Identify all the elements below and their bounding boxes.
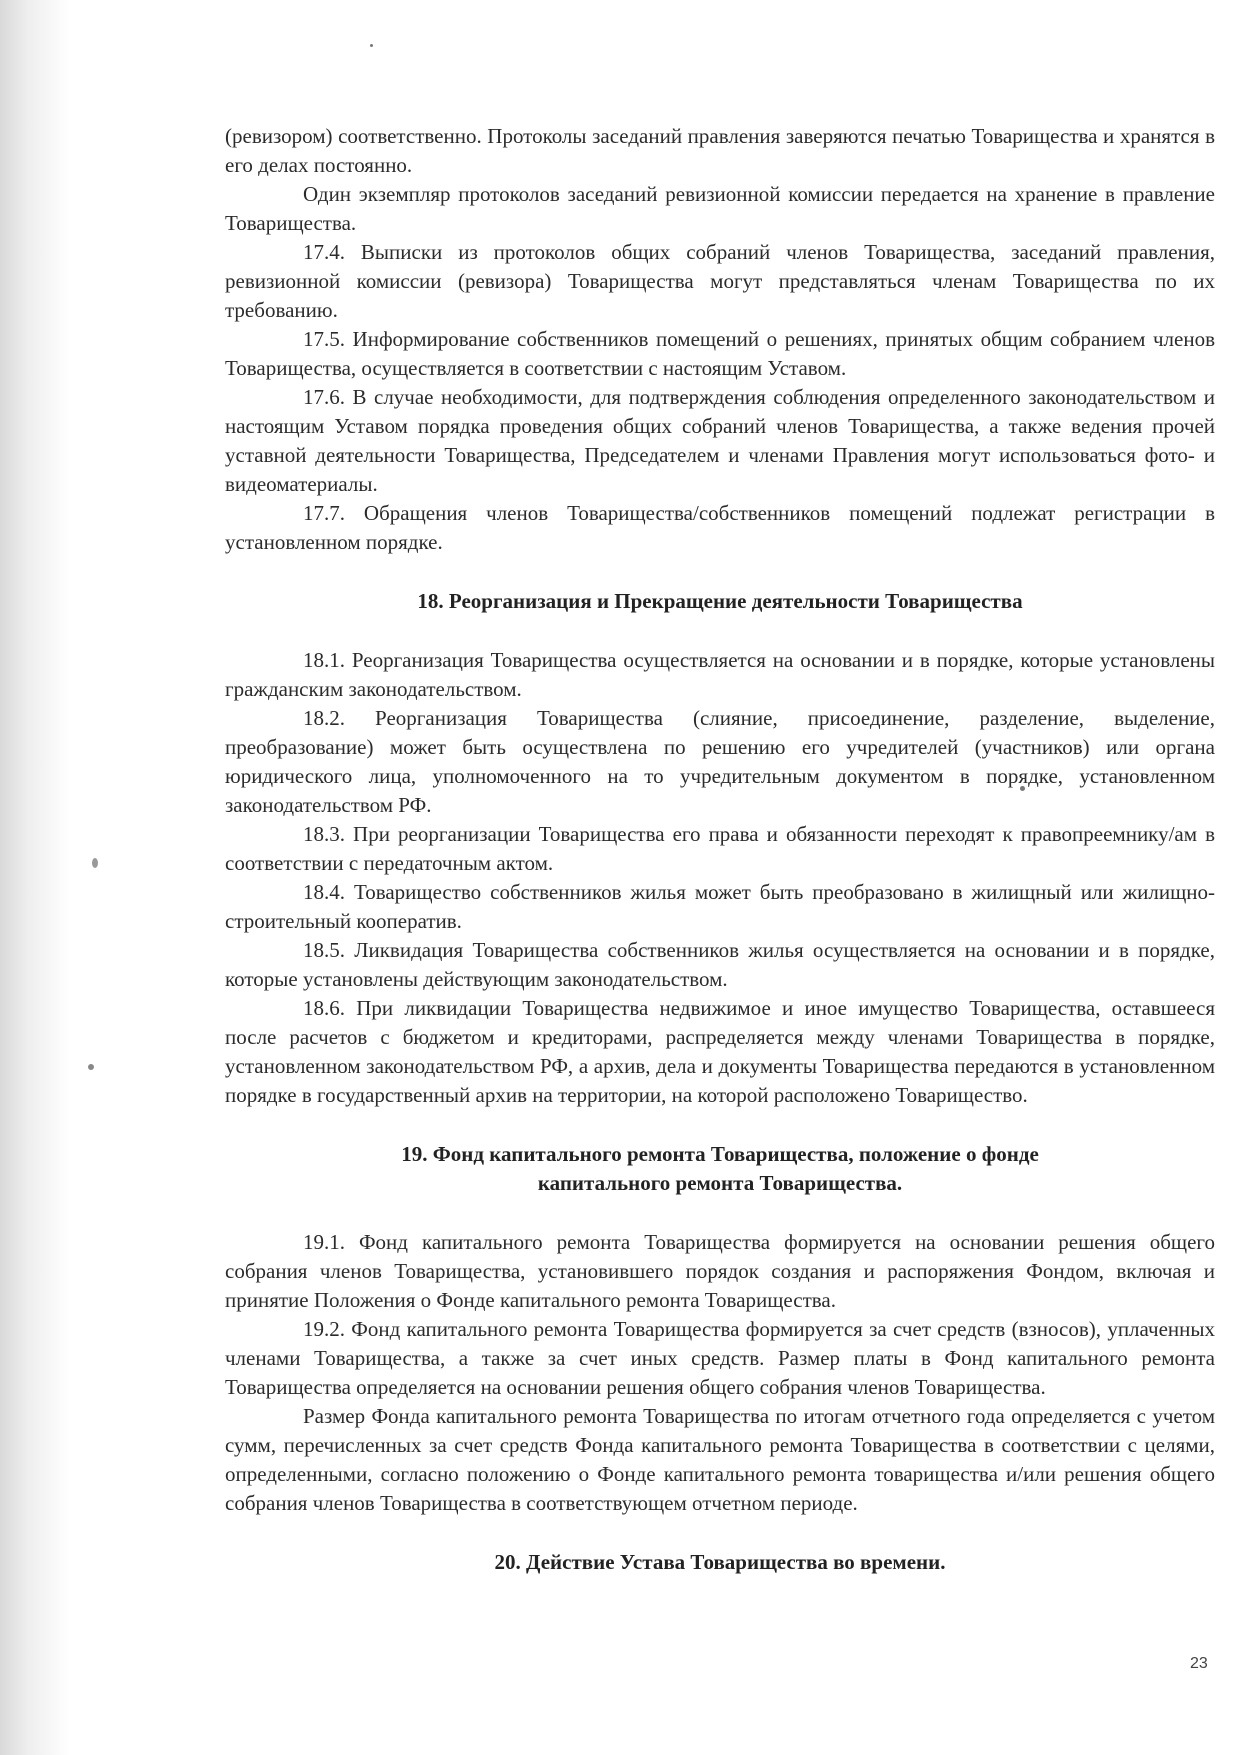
- document-page: [225, 122, 1215, 1577]
- paragraph-18-1: 18.1. Реорганизация Товарищества осуществляется на основании и в порядке, которые установлены гражданским законодательством.: [225, 648, 1215, 701]
- paragraph-18-6: 18.6. При ликвидации Товарищества недвижимое и иное имущество Товарищества, оставшееся после расчетов с бюджетом и кредиторами, распределяется между членами Товарищества в порядке, установленном законодательством РФ, а архив, дела и документы Товарищества передаются в установленном порядке в государственный архив на территории, на которой расположено Товарищество.: [225, 996, 1215, 1107]
- paragraph-18-5: 18.5. Ликвидация Товарищества собственников жилья осуществляется на основании и в порядке, которые установлены действующим законодательством.: [225, 938, 1215, 991]
- paragraph-17-5: 17.5. Информирование собственников помещений о решениях, принятых общим собранием членов Товарищества, осуществляется в соответствии с настоящим Уставом.: [225, 327, 1215, 380]
- section-18-heading: 18. Реорганизация и Прекращение деятельности Товарищества: [417, 589, 1023, 613]
- scan-speck: [370, 44, 373, 47]
- section-19-heading-line2: капитального ремонта Товарищества.: [537, 1171, 903, 1195]
- paragraph: (ревизором) соответственно. Протоколы заседаний правления заверяются печатью Товарищества и хранятся в его делах постоянно.: [225, 124, 1215, 177]
- paragraph-17-6: 17.6. В случае необходимости, для подтверждения соблюдения определенного законодательством и настоящим Уставом порядка проведения общих собраний членов Товарищества, а также ведения прочей уставной деятельности Товарищества, Председателем и членами Правления могут использоваться фото- и видеоматериалы.: [225, 385, 1215, 496]
- paragraph-17-4: 17.4. Выписки из протоколов общих собраний членов Товарищества, заседаний правления, ревизионной комиссии (ревизора) Товарищества могут представляться членам Товарищества по их требованию.: [225, 240, 1215, 322]
- paragraph-18-4: 18.4. Товарищество собственников жилья может быть преобразовано в жилищный или жилищно-строительный кооператив.: [225, 880, 1215, 933]
- paragraph-19-2: 19.2. Фонд капитального ремонта Товарищества формируется за счет средств (взносов), уплаченных членами Товарищества, а также за счет иных средств. Размер платы в Фонд капитального ремонта Товарищества определяется на основании решения общего собрания членов Товарищества.: [225, 1317, 1215, 1399]
- paragraph-18-2: 18.2. Реорганизация Товарищества (слияние, присоединение, разделение, выделение, преобразование) может быть осуществлена по решению его учредителей (участников) или органа юридического лица, уполномоченного на то учредительным документом в порядке, установленном законодательством РФ.: [225, 706, 1215, 817]
- scan-speck: [92, 858, 98, 868]
- paragraph-19-fund-size: Размер Фонда капитального ремонта Товарищества по итогам отчетного года определяется с учетом сумм, перечисленных за счет средств Фонда капитального ремонта Товарищества в соответствии с целями, определенными, согласно положению о Фонде капитального ремонта товарищества и/или решения общего собрания членов Товарищества в соответствующем отчетном периоде.: [225, 1404, 1215, 1515]
- scan-edge-shadow: [0, 0, 70, 1755]
- page-number: 23: [1190, 1655, 1208, 1672]
- section-19-heading-line1: 19. Фонд капитального ремонта Товарищества, положение о фонде: [401, 1142, 1039, 1166]
- section-20-heading: 20. Действие Устава Товарищества во времени.: [494, 1550, 946, 1574]
- paragraph-18-3: 18.3. При реорганизации Товарищества его права и обязанности переходят к правопреемнику/ам в соответствии с передаточным актом.: [225, 822, 1215, 875]
- paragraph-17-7: 17.7. Обращения членов Товарищества/собственников помещений подлежат регистрации в установленном порядке.: [225, 501, 1215, 554]
- scan-speck: [88, 1064, 94, 1070]
- paragraph-19-1: 19.1. Фонд капитального ремонта Товарищества формируется на основании решения общего собрания членов Товарищества, установившего порядок создания и распоряжения Фондом, включая и принятие Положения о Фонде капитального ремонта Товарищества.: [225, 1230, 1215, 1312]
- paragraph: Один экземпляр протоколов заседаний ревизионной комиссии передается на хранение в правление Товарищества.: [225, 182, 1215, 235]
